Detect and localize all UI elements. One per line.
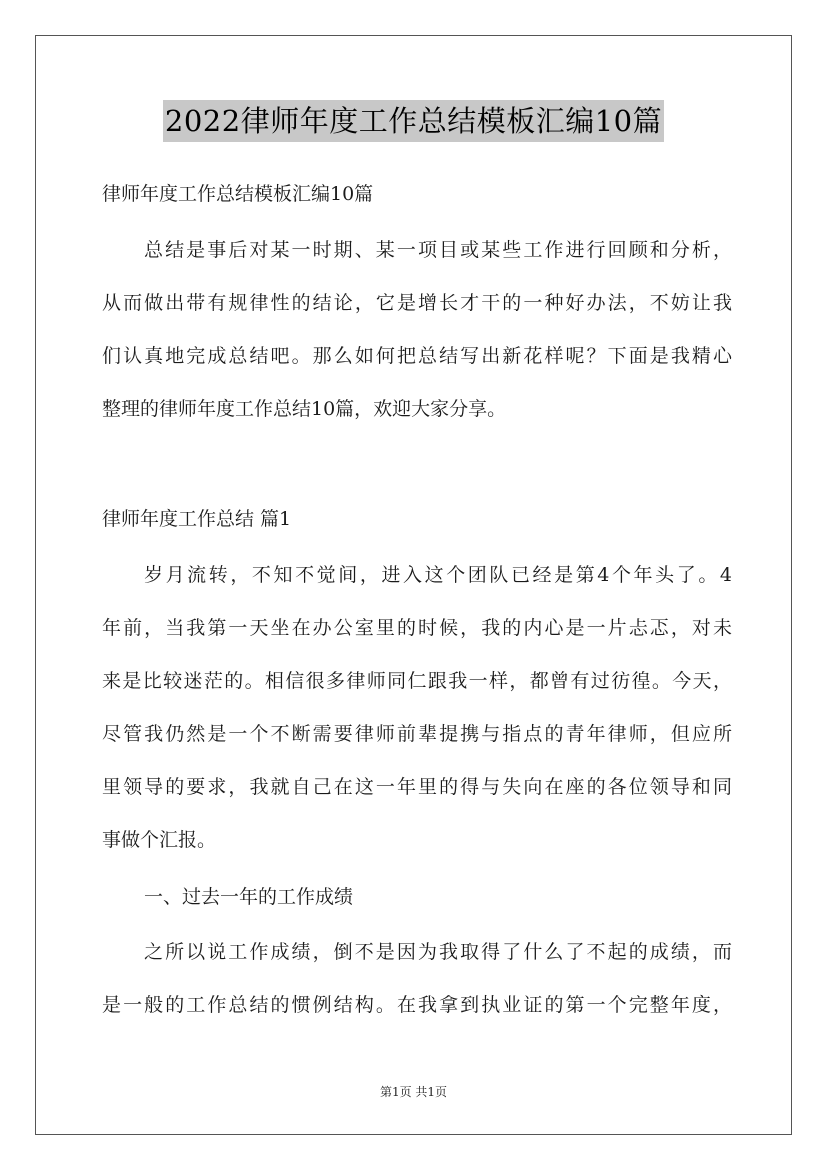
para1-line: 岁月流转，不知不觉间，进入这个团队已经是第4个年头了。4	[144, 564, 732, 586]
para2-line: 是一般的工作总结的惯例结构。在我拿到执业证的第一个完整年度，	[102, 994, 732, 1016]
para1-line: 年前，当我第一天坐在办公室里的时候，我的内心是一片忐忑，对未	[102, 617, 732, 639]
para1-line: 里领导的要求，我就自己在这一年里的得与失向在座的各位领导和同	[102, 776, 732, 798]
document-title: 2022律师年度工作总结模板汇编10篇	[163, 100, 664, 142]
title-container	[0, 100, 827, 142]
para1-line: 来是比较迷茫的。相信很多律师同仁跟我一样，都曾有过彷徨。今天，	[102, 670, 732, 692]
sub-heading: 一、过去一年的工作成绩	[144, 886, 354, 908]
intro-line: 总结是事后对某一时期、某一项目或某些工作进行回顾和分析，	[144, 239, 732, 261]
intro-line: 们认真地完成总结吧。那么如何把总结写出新花样呢？下面是我精心	[102, 345, 732, 367]
section-heading: 律师年度工作总结 篇1	[102, 508, 292, 530]
para2-line: 之所以说工作成绩，倒不是因为我取得了什么了不起的成绩，而	[144, 941, 732, 963]
page-footer: 第1页 共1页	[379, 1085, 448, 1099]
para1-line: 尽管我仍然是一个不断需要律师前辈提携与指点的青年律师，但应所	[102, 723, 732, 745]
intro-line: 整理的律师年度工作总结10篇，欢迎大家分享。	[102, 398, 507, 420]
para1-line: 事做个汇报。	[102, 829, 217, 851]
intro-line: 从而做出带有规律性的结论，它是增长才干的一种好办法，不妨让我	[102, 292, 732, 314]
document-subtitle: 律师年度工作总结模板汇编10篇	[102, 183, 374, 205]
